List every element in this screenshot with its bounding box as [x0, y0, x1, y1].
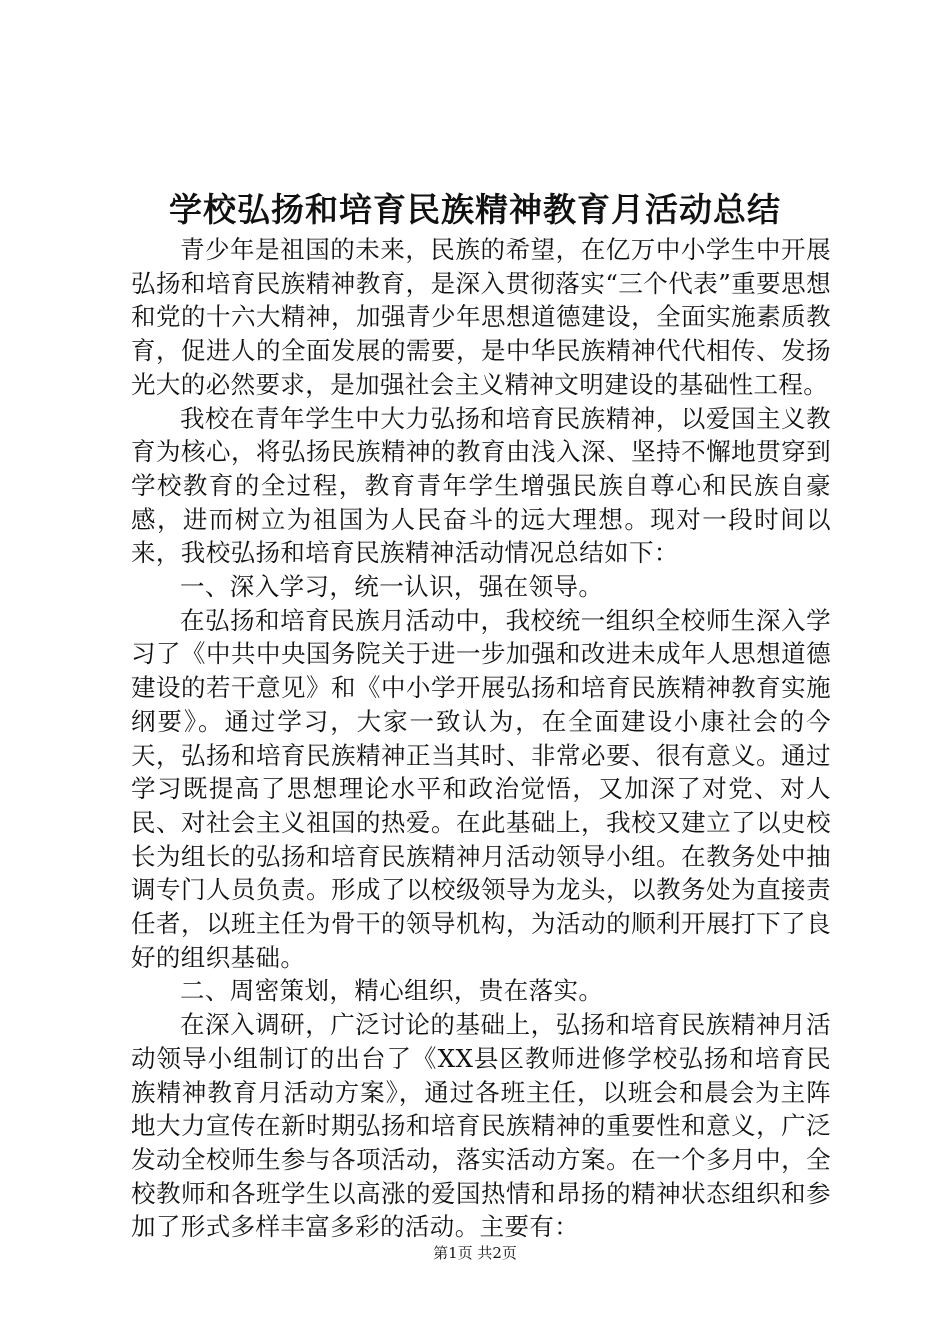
section-heading-2: 二、周密策划，精心组织，贵在落实。 — [180, 976, 604, 1006]
page-footer: 第1页 共2页 — [433, 1244, 517, 1262]
paragraph-section-2: 在深入调研，广泛讨论的基础上，弘扬和培育民族精神月活动领导小组制订的出台了《XX县区教师进修学校弘扬和培育民族精神教育月活动方案》，通过各班主任，以班会和晨会为主阵地大力宣传在新时期弘扬和培育民族精神的重要性和意义，广泛发动全校师生参与各项活动，落实活动方案。在一个多月中，全校教师和各班学生以高涨的爱国热情和昂扬的精神状态组织和参加了形式多样丰富多彩的活动。主要有： — [131, 1010, 831, 1242]
document-title: 学校弘扬和培育民族精神教育月活动总结 — [169, 190, 781, 229]
paragraph-overview: 我校在青年学生中大力弘扬和培育民族精神，以爱国主义教育为核心，将弘扬民族精神的教育由浅入深、坚持不懈地贯穿到学校教育的全过程，教育青年学生增强民族自尊心和民族自豪感，进而树立为祖国为人民奋斗的远大理想。现对一段时间以来，我校弘扬和培育民族精神活动情况总结如下： — [131, 403, 831, 568]
paragraph-section-1: 在弘扬和培育民族月活动中，我校统一组织全校师生深入学习了《中共中央国务院关于进一步加强和改进未成年人思想道德建设的若干意见》和《中小学开展弘扬和培育民族精神教育实施纲要》。通过学习，大家一致认为，在全面建设小康社会的今天，弘扬和培育民族精神正当其时、非常必要、很有意义。通过学习既提高了思想理论水平和政治觉悟，又加深了对党、对人民、对社会主义祖国的热爱。在此基础上，我校又建立了以史校长为组长的弘扬和培育民族精神月活动领导小组。在教务处中抽调专门人员负责。形成了以校级领导为龙头，以教务处为直接责任者，以班主任为骨干的领导机构，为活动的顺利开展打下了良好的组织基础。 — [131, 605, 831, 972]
paragraph-intro: 青少年是祖国的未来，民族的希望，在亿万中小学生中开展弘扬和培育民族精神教育，是深入贯彻落实“三个代表”重要思想和党的十六大精神，加强青少年思想道德建设，全面实施素质教育，促进人的全面发展的需要，是中华民族精神代代相传、发扬光大的必然要求，是加强社会主义精神文明建设的基础性工程。 — [131, 235, 831, 399]
section-heading-1: 一、深入学习，统一认识，强在领导。 — [180, 572, 604, 602]
document-body — [131, 233, 831, 1244]
